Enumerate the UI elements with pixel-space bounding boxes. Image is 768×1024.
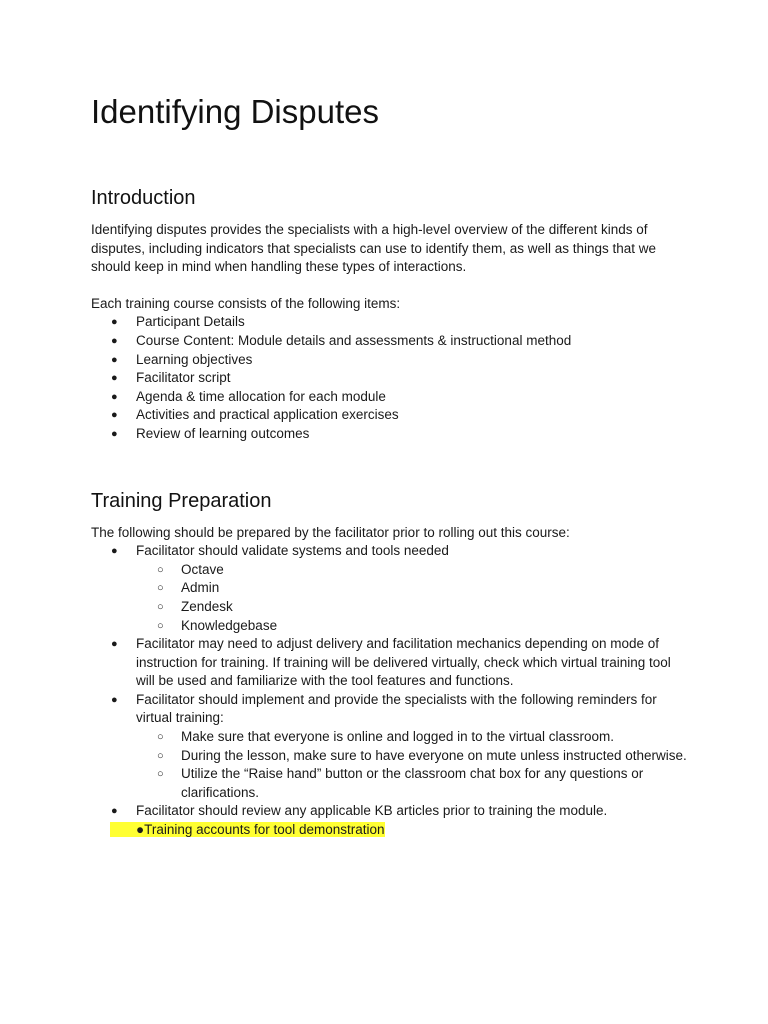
bullet-icon: ● [136,822,145,838]
sub-bullet-icon: ○ [157,582,164,595]
sub-list-item: ○ Zendesk [136,598,691,617]
introduction-paragraph: Identifying disputes provides the specialists with a high-level overview of the different kinds of disputes, including indicators that specialists can use to identify them, as well as things that we should keep in mind when handling these types of interactions. [91,222,657,275]
sub-bullet-icon: ○ [157,749,164,762]
sub-list-item: ○ Knowledgebase [136,617,691,636]
sub-bullet-icon: ○ [157,563,164,576]
list-item: ● Activities and practical application exercises [91,406,691,425]
training-preparation-heading: Training Preparation [91,489,272,512]
list-item: ● Agenda & time allocation for each module [91,388,691,407]
highlight: ●Training accounts for tool demonstration [110,822,385,837]
list-item: ● Course Content: Module details and assessments & instructional method [91,332,691,351]
preparation-list [91,542,691,840]
bullet-icon: ● [111,805,118,818]
items-intro-text: Each training course consists of the following items: [91,295,401,311]
bullet-icon: ● [111,638,118,651]
preparation-paragraph: The following should be prepared by the facilitator prior to rolling out this course: [91,524,570,540]
bullet-icon: ● [111,409,118,422]
bullet-icon: ● [111,353,118,366]
sub-bullet-icon: ○ [157,600,164,613]
list-item: ● Review of learning outcomes [91,425,691,444]
introduction-heading: Introduction [91,187,196,209]
list-item: ● Facilitator script [91,369,691,388]
list-item: ● Learning objectives [91,351,691,370]
sub-list-item: ○ Make sure that everyone is online and logged in to the virtual classroom. [136,728,691,747]
list-item: ● Facilitator should validate systems and tools needed ○ Octave ○ Admin ○ Zendesk ○ Knowledgebase [91,542,691,635]
list-item: ● Participant Details [91,313,691,332]
bullet-icon: ● [111,372,118,385]
bullet-icon: ● [111,390,118,403]
page-title: Identifying Disputes [91,93,379,130]
highlighted-list-item [91,821,691,840]
sub-list-item: ○ During the lesson, make sure to have everyone on mute unless instructed otherwise. [136,747,691,766]
sub-list-item: ○ Admin [136,579,691,598]
bullet-icon: ● [111,545,118,558]
list-item: ● Facilitator may need to adjust delivery and facilitation mechanics depending on mode of instruction for training. If training will be delivered virtually, check which virtual training tool will be used and familiarize with the tool features and functions. [111,636,671,689]
course-items-list [91,313,691,443]
list-item: ● Facilitator should review any applicable KB articles prior to training the module. [91,802,691,821]
tools-sublist [136,561,691,635]
bullet-icon: ● [111,693,118,706]
sub-bullet-icon: ○ [157,731,164,744]
sub-list-item: ○ Utilize the “Raise hand” button or the classroom chat box for any questions or clarifications. [157,766,644,800]
document-page [91,92,691,840]
bullet-icon: ● [111,334,118,347]
list-item: ● Facilitator should implement and provide the specialists with the following reminders for virtual training: ○ Make sure that everyone is online and logged in to the virtual classroom. ○ During the lesson, make sure to have everyone on mute unless instructed otherwise. ○ Utilize the “Raise hand” button or the classroom chat box for any questions or clarifications. [91,691,691,803]
sub-bullet-icon: ○ [157,768,164,781]
bullet-icon: ● [111,316,118,329]
reminders-sublist [136,728,691,802]
sub-bullet-icon: ○ [157,619,164,632]
bullet-icon: ● [111,427,118,440]
sub-list-item: ○ Octave [136,561,691,580]
